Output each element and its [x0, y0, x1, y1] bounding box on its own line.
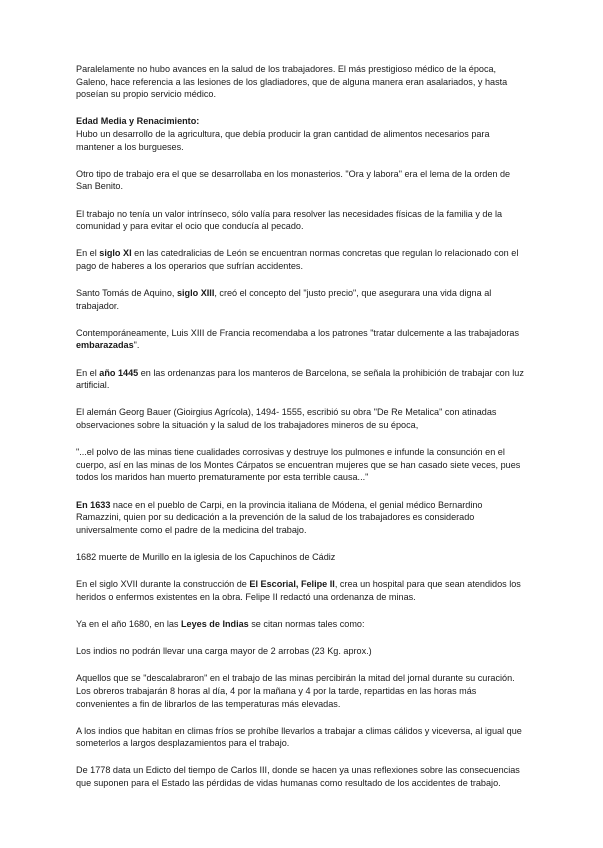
text-run: 1682 muerte de Murillo en la iglesia de los Capuchinos de Cádiz: [76, 551, 336, 562]
paragraph: [76, 327, 528, 352]
paragraph-text: [76, 327, 528, 352]
text-run: se citan normas tales como:: [248, 618, 365, 629]
paragraph: [76, 115, 528, 153]
paragraph-text: [76, 247, 528, 272]
text-run: , crea un hospital para que sean atendidos los heridos o enfermos existentes en la obra. Felipe II redactó una ordenanza de minas.: [76, 579, 521, 602]
bold-text: Leyes de Indias: [181, 618, 249, 629]
paragraph-text: [76, 128, 528, 153]
text-run: Contemporáneamente, Luis XIII de Francia recomendaba a los patrones "tratar dulcemente a las trabajadoras: [76, 327, 520, 338]
document-page: [76, 63, 528, 804]
bold-text: En 1633: [76, 499, 111, 510]
paragraph-text: [76, 499, 528, 537]
text-run: De 1778 data un Edicto del tiempo de Carlos III, donde se hacen ya unas reflexiones sobre las consecuencias que suponen para el Estado las pérdidas de vidas humanas como resultado de los accidentes de trabajo.: [76, 765, 520, 789]
text-run: nace en el pueblo de Carpi, en la provincia italiana de Módena, el genial médico Bernardino Ramazzini, quien por su dedicación a la prevención de la salud de los trabajadores es considerado universalmente como el padre de la medicina del trabajo.: [76, 499, 483, 535]
text-run: , creó el concepto del "justo precio", que asegurara una vida digna al trabajador.: [76, 288, 492, 311]
paragraph: [76, 247, 528, 272]
section-heading: Edad Media y Renacimiento:: [76, 116, 200, 127]
text-run: En el siglo XVII durante la construcción de: [76, 579, 250, 590]
text-run: Aquellos que se "descalabraron" en el trabajo de las minas percibirán la mitad del jornal durante su curación. Los obreros trabajarán 8 horas al día, 4 por la mañana y 4 por la tarde, repartidas en las horas más convenientes a fin de librarlos de las temperaturas más elevadas.: [76, 673, 515, 709]
paragraph-text: [76, 63, 528, 101]
text-run: Hubo un desarrollo de la agricultura, que debía producir la gran cantidad de alimentos necesarios para mantener a los burgueses.: [76, 128, 490, 152]
bold-text: El Escorial, Felipe II: [249, 579, 335, 590]
paragraph-text: [76, 367, 528, 392]
paragraph: [76, 208, 528, 233]
text-run: Otro tipo de trabajo era el que se desarrollaba en los monasterios. "Ora y labora" era el lema de la orden de San Benito.: [76, 168, 511, 192]
paragraph: [76, 168, 528, 193]
paragraph: [76, 287, 528, 312]
paragraph-text: [76, 725, 528, 750]
text-run: Los indios no podrán llevar una carga mayor de 2 arrobas (23 Kg. aprox.): [76, 646, 372, 657]
paragraph-text: [76, 287, 528, 312]
bold-text: siglo XIII: [176, 288, 215, 299]
paragraph: [76, 764, 528, 789]
paragraph: [76, 367, 528, 392]
paragraph: [76, 499, 528, 537]
text-run: ".: [133, 340, 140, 351]
paragraph-text: [76, 551, 528, 564]
paragraph-text: [76, 618, 528, 631]
bold-text: año 1445: [99, 367, 139, 378]
paragraph: [76, 645, 528, 658]
paragraph-text: [76, 645, 528, 658]
paragraph-text: [76, 406, 528, 431]
text-run: El trabajo no tenía un valor intrínseco, sólo valía para resolver las necesidades físicas de la familia y de la comunidad y para evitar el ocio que conducía al pecado.: [76, 208, 503, 232]
paragraph-text: [76, 168, 528, 193]
paragraph: [76, 406, 528, 431]
text-run: en las ordenanzas para los manteros de Barcelona, se señala la prohibición de trabajar con luz artificial.: [76, 367, 524, 391]
paragraph: [76, 446, 528, 484]
text-run: A los indios que habitan en climas fríos se prohíbe llevarlos a trabajar a climas cálidos y viceversa, al igual que someterlos a largos desplazamientos para el trabajo.: [76, 725, 522, 749]
paragraph: [76, 551, 528, 564]
text-run: Paralelamente no hubo avances en la salud de los trabajadores. El más prestigioso médico de la época, Galeno, hace referencia a las lesiones de los gladiadores, que de alguna manera eran asalariados, y hasta poseían su propio servicio médico.: [76, 64, 508, 100]
text-run: En el: [76, 248, 100, 259]
paragraph: [76, 63, 528, 101]
paragraph-text: [76, 208, 528, 233]
text-run: en las catedralicias de León se encuentran normas concretas que regulan lo relacionado con el pago de haberes a los operarios que sufrían accidentes.: [76, 248, 519, 271]
text-run: Ya en el año 1680, en las: [76, 618, 181, 629]
text-run: "...el polvo de las minas tiene cualidades corrosivas y destruye los pulmones e infunde la consunción en el cuerpo, así en las minas de los Montes Cárpatos se encuentran mujeres que se han casado siete veces, pues todos los maridos han muerto prematuramente por esta terrible causa...": [76, 447, 521, 483]
paragraph: [76, 618, 528, 631]
paragraph: [76, 578, 528, 603]
paragraph: [76, 672, 528, 710]
bold-text: embarazadas: [76, 340, 134, 351]
paragraph-text: [76, 764, 528, 789]
paragraph-text: [76, 446, 528, 484]
text-run: En el: [76, 367, 100, 378]
text-run: El alemán Georg Bauer (Gioirgius Agrícola), 1494- 1555, escribió su obra "De Re Metalica" con atinadas observaciones sobre la situación y la salud de los trabajadores mineros de su época,: [76, 407, 497, 431]
paragraph: [76, 725, 528, 750]
text-run: Santo Tomás de Aquino,: [76, 288, 177, 299]
bold-text: siglo XI: [99, 248, 132, 259]
paragraph-text: [76, 672, 528, 710]
paragraph-text: [76, 578, 528, 603]
